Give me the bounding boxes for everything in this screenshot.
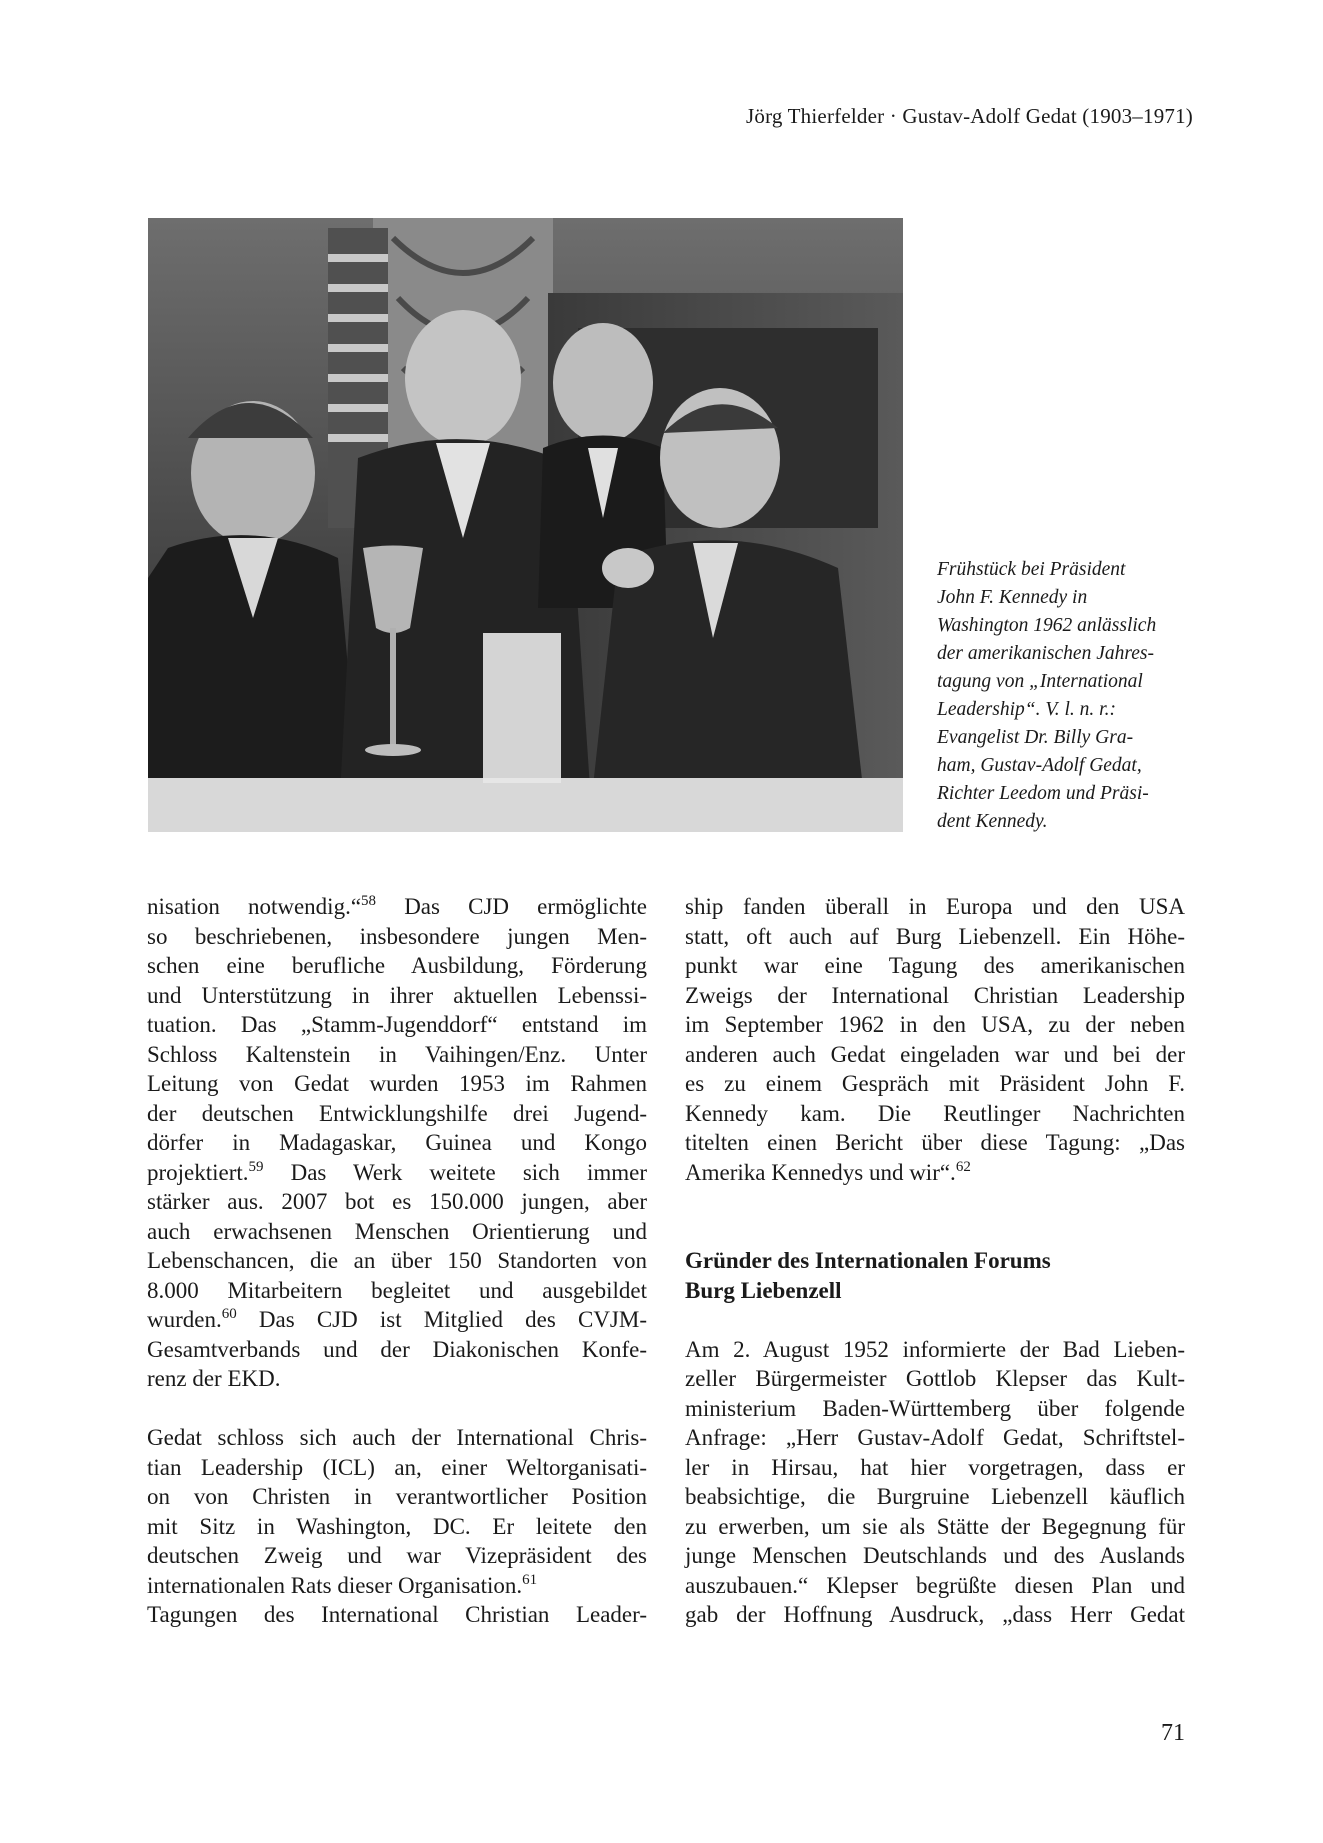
text-line: Gesamtverbands und der Diakonischen Konfe- (147, 1336, 647, 1362)
paragraph-gap (147, 1394, 647, 1424)
text-line (685, 1158, 1185, 1188)
text-line (147, 1305, 647, 1335)
text-span: Das CJD ermöglichte (376, 894, 648, 919)
text-span: nisation notwendig.“ (147, 894, 362, 919)
text-span: wurden. (147, 1307, 222, 1332)
text-line: titelten einen Bericht über diese Tagung: „Das (685, 1130, 1185, 1155)
text-line: Zweigs der International Christian Leadership (685, 982, 1185, 1008)
caption-line: der amerikanischen Jahres- (937, 643, 1154, 664)
text-line: Kennedy kam. Die Reutlinger Nachrichten (685, 1100, 1185, 1126)
text-span: Das Werk weitete sich immer (263, 1159, 647, 1185)
text-line: junge Menschen Deutschlands und des Auslands (685, 1543, 1185, 1568)
text-line: Tagungen des International Christian Leader- (147, 1602, 647, 1627)
caption-line: tagung von „International (937, 671, 1143, 692)
text-line: gab der Hoffnung Ausdruck, „dass Herr Gedat (685, 1602, 1185, 1627)
page-number: 71 (1161, 1720, 1185, 1746)
text-span: Das CJD ist Mitglied des CVJM- (236, 1307, 647, 1332)
caption-line: Washington 1962 anlässlich (937, 615, 1157, 636)
text-line: und Unterstützung in ihrer aktuellen Lebenssi- (147, 982, 647, 1008)
text-line: Am 2. August 1952 informierte der Bad Lieben- (685, 1336, 1185, 1362)
text-line: zeller Bürgermeister Gottlob Klepser das Kult- (685, 1366, 1185, 1391)
paragraph-gap (685, 1187, 1185, 1217)
text-span: Amerika Kennedys und wir“. (685, 1159, 956, 1185)
caption-line: Richter Leedom und Präsi- (937, 783, 1149, 804)
section-heading: Burg Liebenzell (685, 1277, 842, 1303)
text-line: so beschriebenen, insbesondere jungen Men- (147, 923, 647, 949)
text-line: dörfer in Madagaskar, Guinea und Kongo (147, 1130, 647, 1155)
text-line: Anfrage: „Herr Gustav-Adolf Gedat, Schriftstel- (685, 1425, 1185, 1450)
footnote-ref: 59 (248, 1158, 264, 1175)
text-span: projektiert. (147, 1159, 249, 1185)
figure-caption (937, 556, 1187, 836)
text-line: ler in Hirsau, hat hier vorgetragen, dass er (685, 1454, 1185, 1480)
text-line: ministerium Baden-Württemberg über folgende (685, 1395, 1185, 1421)
right-column (685, 892, 1185, 1630)
running-header: Jörg Thierfelder · Gustav-Adolf Gedat (1903–1971) (746, 104, 1193, 128)
text-line: Schloss Kaltenstein in Vaihingen/Enz. Unter (147, 1041, 647, 1067)
text-line: Leitung von Gedat wurden 1953 im Rahmen (147, 1071, 647, 1096)
caption-line: dent Kennedy. (937, 811, 1048, 832)
caption-line: Leadership“. V. l. n. r.: (937, 699, 1116, 720)
footnote-ref: 58 (361, 893, 377, 909)
text-line: der deutschen Entwicklungshilfe drei Jugend- (147, 1100, 647, 1126)
footnote-ref: 62 (955, 1158, 971, 1175)
text-line: ship fanden überall in Europa und den USA (685, 894, 1185, 919)
left-column (147, 892, 647, 1630)
paragraph-gap (685, 1305, 1185, 1335)
text-line: stärker aus. 2007 bot es 150.000 jungen, aber (147, 1189, 647, 1214)
text-line: tian Leadership (ICL) an, einer Weltorganisati- (147, 1454, 647, 1480)
text-line: deutschen Zweig und war Vizepräsident des (147, 1543, 647, 1568)
caption-line: Evangelist Dr. Billy Gra- (937, 727, 1134, 748)
text-line: statt, oft auch auf Burg Liebenzell. Ein Höhe- (685, 923, 1185, 949)
text-line (147, 892, 647, 922)
text-line: beabsichtige, die Burgruine Liebenzell käuflich (685, 1484, 1185, 1509)
text-line: anderen auch Gedat eingeladen war und bei der (685, 1041, 1185, 1067)
text-line: zu erwerben, um sie als Stätte der Begegnung für (685, 1513, 1185, 1539)
caption-line: Frühstück bei Präsident (937, 559, 1126, 580)
text-line: renz der EKD. (147, 1366, 281, 1391)
photograph (148, 218, 903, 832)
text-line: on von Christen in verantwortlicher Position (147, 1484, 647, 1509)
text-line: im September 1962 in den USA, zu der neben (685, 1012, 1185, 1037)
footnote-ref: 60 (221, 1306, 237, 1322)
text-line: es zu einem Gespräch mit Präsident John F. (685, 1071, 1185, 1096)
photograph-illustration (148, 218, 903, 832)
text-line (147, 1571, 647, 1601)
text-line (147, 1158, 647, 1188)
text-line: auch erwachsenen Menschen Orientierung und (147, 1218, 647, 1244)
text-line: Lebenschancen, die an über 150 Standorten von (147, 1248, 647, 1273)
text-line: mit Sitz in Washington, DC. Er leitete den (147, 1513, 647, 1539)
text-line: punkt war eine Tagung des amerikanischen (685, 953, 1185, 978)
text-line: 8.000 Mitarbeitern begleitet und ausgebildet (147, 1277, 647, 1303)
text-line: Gedat schloss sich auch der International Chris- (147, 1425, 647, 1450)
footnote-ref: 61 (522, 1571, 538, 1588)
text-line: tuation. Das „Stamm-Jugenddorf“ entstand im (147, 1012, 647, 1037)
text-span: internationalen Rats dieser Organisation. (147, 1572, 523, 1598)
caption-line: ham, Gustav-Adolf Gedat, (937, 755, 1142, 776)
text-line: auszubauen.“ Klepser begrüßte diesen Plan und (685, 1572, 1185, 1598)
section-heading: Gründer des Internationalen Forums (685, 1248, 1051, 1273)
text-line: schen eine berufliche Ausbildung, Förderung (147, 953, 647, 978)
paragraph-gap (685, 1217, 1185, 1247)
caption-line: John F. Kennedy in (937, 587, 1088, 608)
